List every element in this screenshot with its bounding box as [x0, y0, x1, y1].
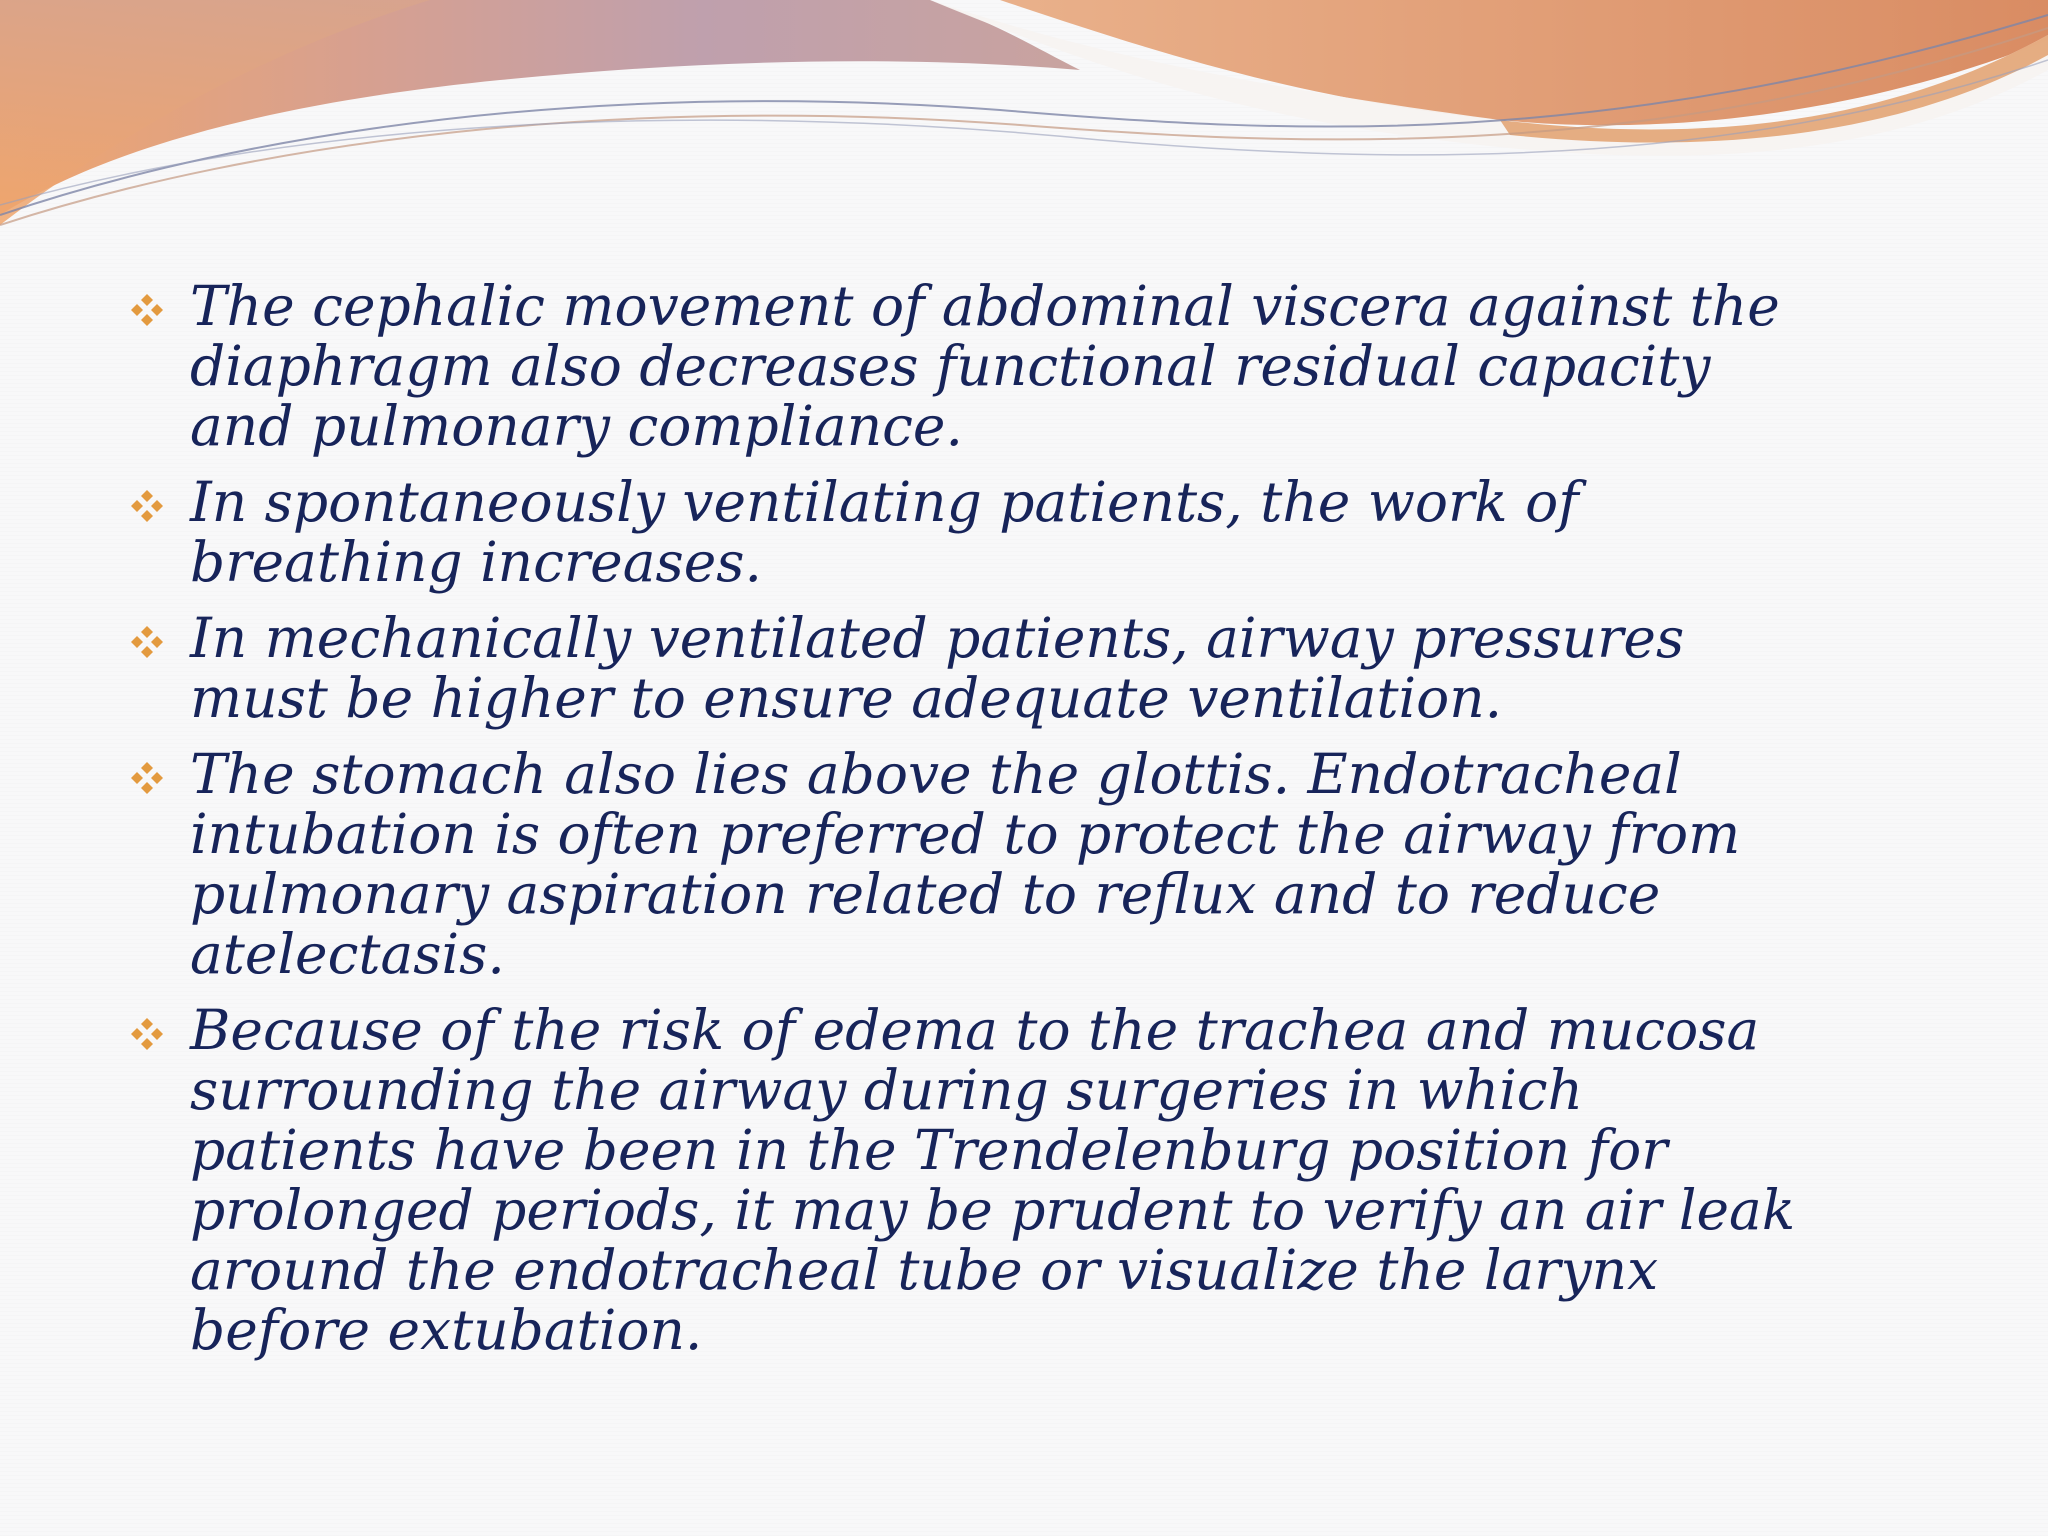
bullet-list: [128, 276, 1928, 1360]
diamond-bullet-icon: [128, 1015, 166, 1053]
bullet-item: [128, 1000, 1928, 1360]
header-wave-decoration: [0, 0, 2048, 240]
bullet-content: [128, 276, 1928, 1376]
bullet-text: Because of the risk of edema to the trachea and mucosa surrounding the airway during surgeries in which patients have been in the Trendelenburg position for prolonged periods, it may be prudent to verify an air leak around the endotracheal tube or visualize the larynx before extubation.: [190, 998, 1796, 1362]
diamond-bullet-icon: [128, 623, 166, 661]
bullet-text: In mechanically ventilated patients, airway pressures must be higher to ensure adequate ventilation.: [190, 606, 1685, 730]
bullet-item: [128, 472, 1928, 592]
bullet-item: [128, 276, 1928, 456]
bullet-text: In spontaneously ventilating patients, the work of breathing increases.: [190, 470, 1579, 594]
bullet-text: The cephalic movement of abdominal viscera against the diaphragm also decreases functional residual capacity and pulmonary compliance.: [190, 274, 1780, 458]
bullet-item: [128, 744, 1928, 984]
bullet-item: [128, 608, 1928, 728]
diamond-bullet-icon: [128, 487, 166, 525]
diamond-bullet-icon: [128, 759, 166, 797]
diamond-bullet-icon: [128, 291, 166, 329]
bullet-text: The stomach also lies above the glottis. Endotracheal intubation is often preferred to protect the airway from pulmonary aspiration related to reflux and to reduce atelectasis.: [190, 742, 1741, 986]
